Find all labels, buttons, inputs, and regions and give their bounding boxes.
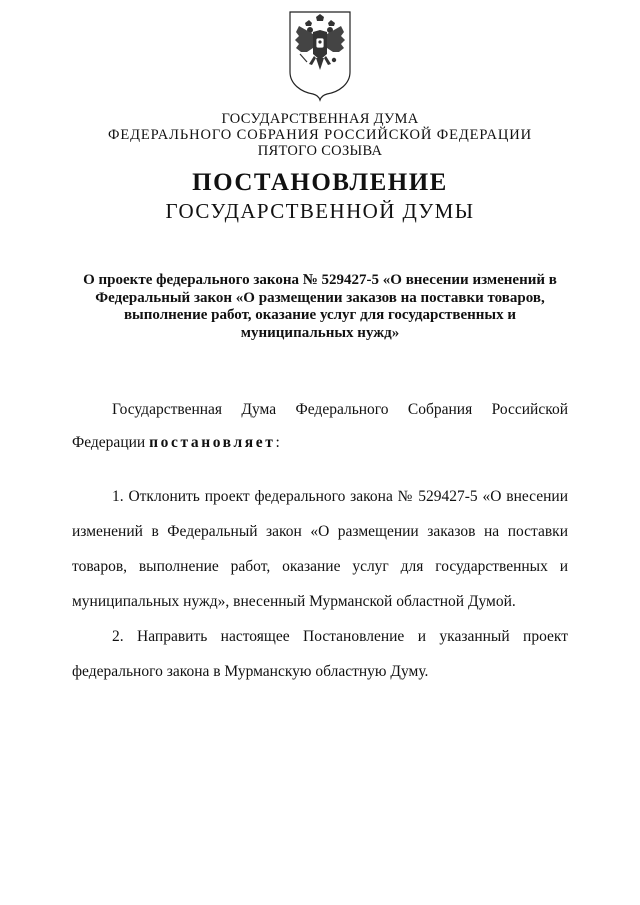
subject-line: Федеральный закон «О размещении заказов на поставки товаров, — [95, 289, 545, 306]
item2-line: федерального закона в Мурманскую областную Думу. — [72, 663, 429, 680]
preamble-line — [72, 434, 280, 452]
item2-line: 2. Направить настоящее Постановление и указанный проект — [112, 628, 568, 645]
org-name-line2: ФЕДЕРАЛЬНОГО СОБРАНИЯ РОССИЙСКОЙ ФЕДЕРАЦИИ — [107, 127, 533, 143]
org-convocation: ПЯТОГО СОЗЫВА — [257, 143, 383, 159]
document-type-title: ПОСТАНОВЛЕНИЕ — [192, 169, 448, 196]
item1-line: товаров, выполнение работ, оказание услуг для государственных и — [72, 558, 568, 575]
item1-line: изменений в Федеральный закон «О размещении заказов на поставки — [72, 523, 568, 540]
resolves-word: постановляет — [149, 434, 276, 451]
preamble-line: Государственная Дума Федерального Собрания Российской — [112, 401, 568, 418]
resolution-subject — [70, 272, 570, 342]
subject-line: О проекте федерального закона № 529427-5 «О внесении изменений в — [83, 272, 557, 288]
item1-line: 1. Отклонить проект федерального закона № 529427-5 «О внесении — [112, 488, 568, 505]
preamble-text: Федерации — [72, 434, 150, 451]
preamble-colon: : — [275, 434, 280, 451]
org-name-line1: ГОСУДАРСТВЕННАЯ ДУМА — [221, 111, 419, 127]
subject-line: муниципальных нужд» — [240, 324, 400, 341]
document-issuer: ГОСУДАРСТВЕННОЙ ДУМЫ — [165, 199, 475, 223]
subject-line: выполнение работ, оказание услуг для государственных и — [123, 307, 517, 323]
item1-line: муниципальных нужд», внесенный Мурманской областной Думой. — [72, 593, 516, 610]
coat-of-arms-emblem — [287, 10, 353, 102]
